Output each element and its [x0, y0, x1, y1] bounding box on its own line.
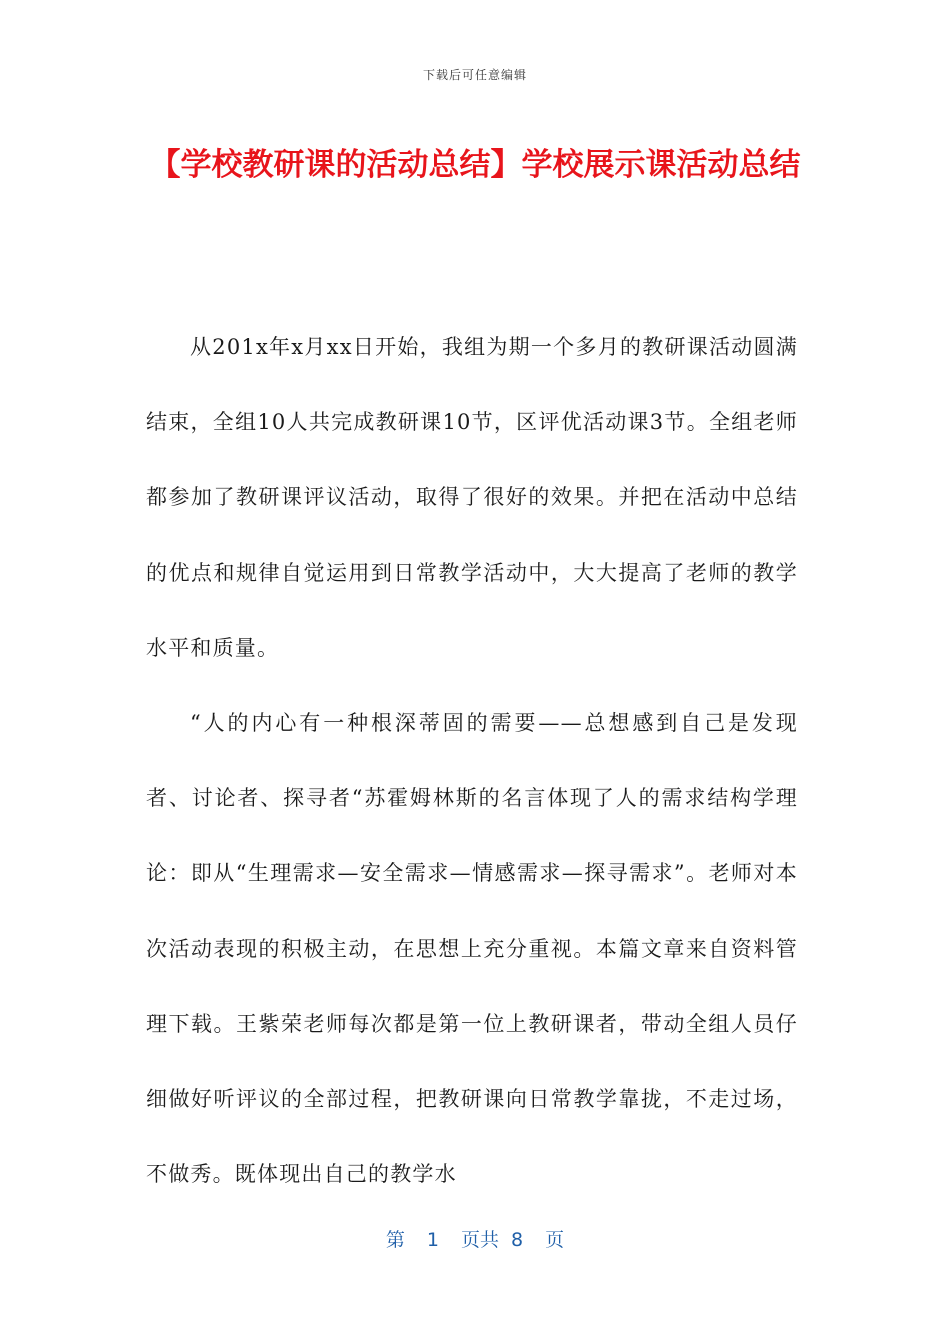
page-label-suffix: 页	[545, 1229, 565, 1251]
page-footer	[0, 1225, 950, 1252]
body-paragraph: “人的内心有一种根深蒂固的需要——总想感到自己是发现者、讨论者、探寻者“苏霍姆林斯的名言体现了人的需求结构学理论：即从“生理需求—安全需求—情感需求—探寻需求”。老师对本次活动表现的积极主动，在思想上充分重视。本篇文章来自资料管理下载。王紫荣老师每次都是第一位上教研课者，带动全组人员仔细做好听评议的全部过程，把教研课向日常教学靠拢，不走过场，不做秀。既体现出自己的教学水	[146, 711, 798, 1187]
total-pages-number: 8	[511, 1229, 524, 1251]
document-title: 【学校教研课的活动总结】学校展示课活动总结	[149, 147, 801, 183]
header-note: 下载后可任意编辑	[422, 68, 527, 82]
document-body	[146, 310, 798, 1212]
body-paragraph: 从201x年x月xx日开始，我组为期一个多月的教研课活动圆满结束，全组10人共完成教研课10节，区评优活动课3节。全组老师都参加了教研课评议活动，取得了很好的效果。并把在活动中总结的优点和规律自觉运用到日常教学活动中，大大提高了老师的教学水平和质量。	[146, 335, 798, 660]
page-label-prefix: 第	[385, 1229, 405, 1251]
page-label-middle: 页共	[460, 1229, 499, 1251]
current-page-number: 1	[426, 1229, 439, 1251]
